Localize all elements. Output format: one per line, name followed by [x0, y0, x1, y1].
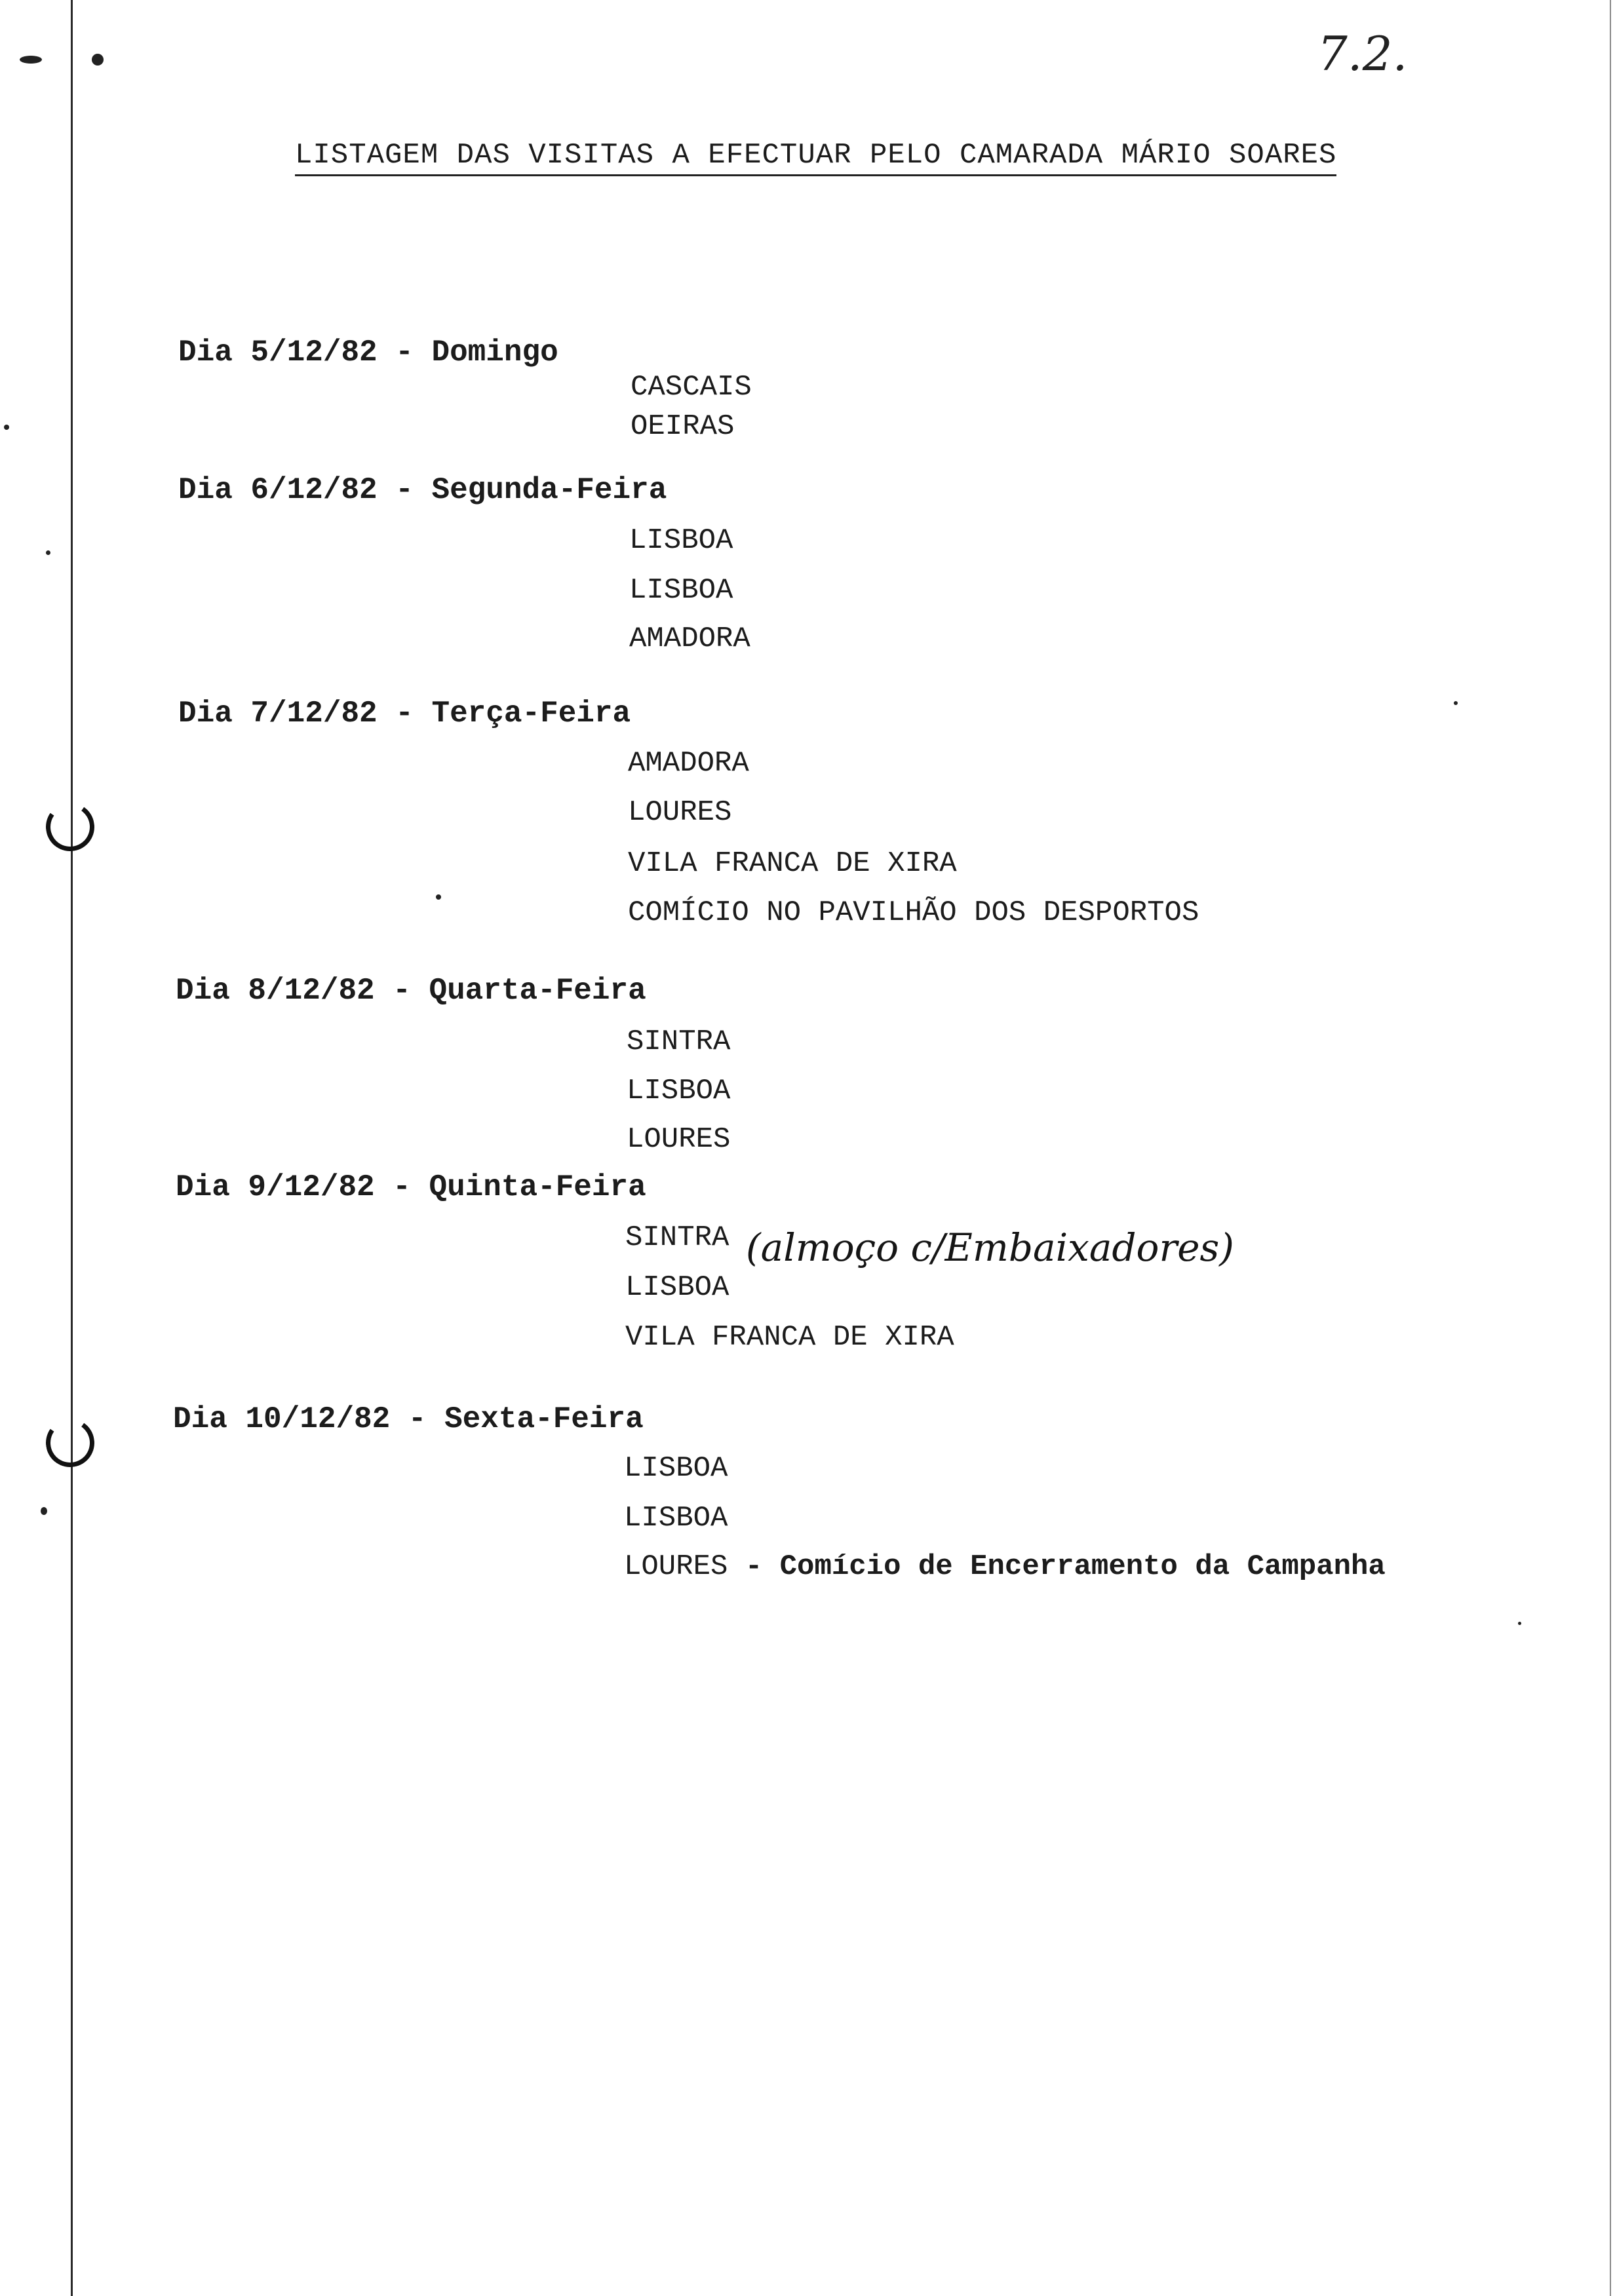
place-item: LISBOA	[624, 1502, 728, 1535]
place-item: LISBOA	[629, 524, 733, 557]
punch-hole-bottom	[42, 1415, 98, 1471]
speck	[436, 894, 441, 900]
place-item: OEIRAS	[631, 410, 735, 443]
day-heading: Dia 5/12/82 - Domingo	[178, 335, 558, 370]
page-edge	[1610, 0, 1611, 2296]
speck	[1454, 701, 1458, 705]
speck	[4, 425, 9, 430]
place-item: LISBOA	[629, 574, 733, 607]
place-item: LOURES	[628, 796, 732, 829]
punch-hole-top	[42, 799, 98, 855]
place-item: AMADORA	[628, 747, 749, 780]
speck	[41, 1507, 47, 1515]
place-item: COMÍCIO NO PAVILHÃO DOS DESPORTOS	[628, 896, 1199, 929]
day-heading: Dia 10/12/82 - Sexta-Feira	[173, 1402, 644, 1436]
place-item: SINTRA	[625, 1221, 730, 1254]
place-item: VILA FRANCA DE XIRA	[628, 847, 957, 880]
handwritten-note: (almoço c/Embaixadores)	[746, 1225, 1234, 1270]
place-item: LISBOA	[627, 1075, 731, 1107]
place-item: SINTRA	[627, 1025, 731, 1058]
place-item: AMADORA	[629, 622, 750, 655]
speck	[46, 550, 50, 555]
speck	[92, 54, 104, 66]
document-title: LISTAGEM DAS VISITAS A EFECTUAR PELO CAMARADA MÁRIO SOARES	[295, 139, 1336, 176]
closing-rally-note: - Comício de Encerramento da Campanha	[745, 1550, 1386, 1583]
speck	[1518, 1622, 1521, 1625]
day-heading: Dia 6/12/82 - Segunda-Feira	[178, 473, 667, 507]
day-heading: Dia 7/12/82 - Terça-Feira	[178, 697, 631, 731]
place-name: LOURES	[624, 1550, 728, 1583]
page-number: 7.2.	[1317, 26, 1408, 81]
speck	[20, 56, 42, 64]
binding-line	[71, 0, 73, 2296]
place-item: LISBOA	[624, 1452, 728, 1485]
place-item: LOURES	[627, 1123, 731, 1156]
day-heading: Dia 8/12/82 - Quarta-Feira	[176, 974, 646, 1008]
place-item: VILA FRANCA DE XIRA	[625, 1321, 954, 1354]
day-heading: Dia 9/12/82 - Quinta-Feira	[176, 1170, 646, 1204]
place-item: LISBOA	[625, 1271, 730, 1304]
place-item: CASCAIS	[631, 371, 752, 404]
place-item	[624, 1550, 1386, 1583]
